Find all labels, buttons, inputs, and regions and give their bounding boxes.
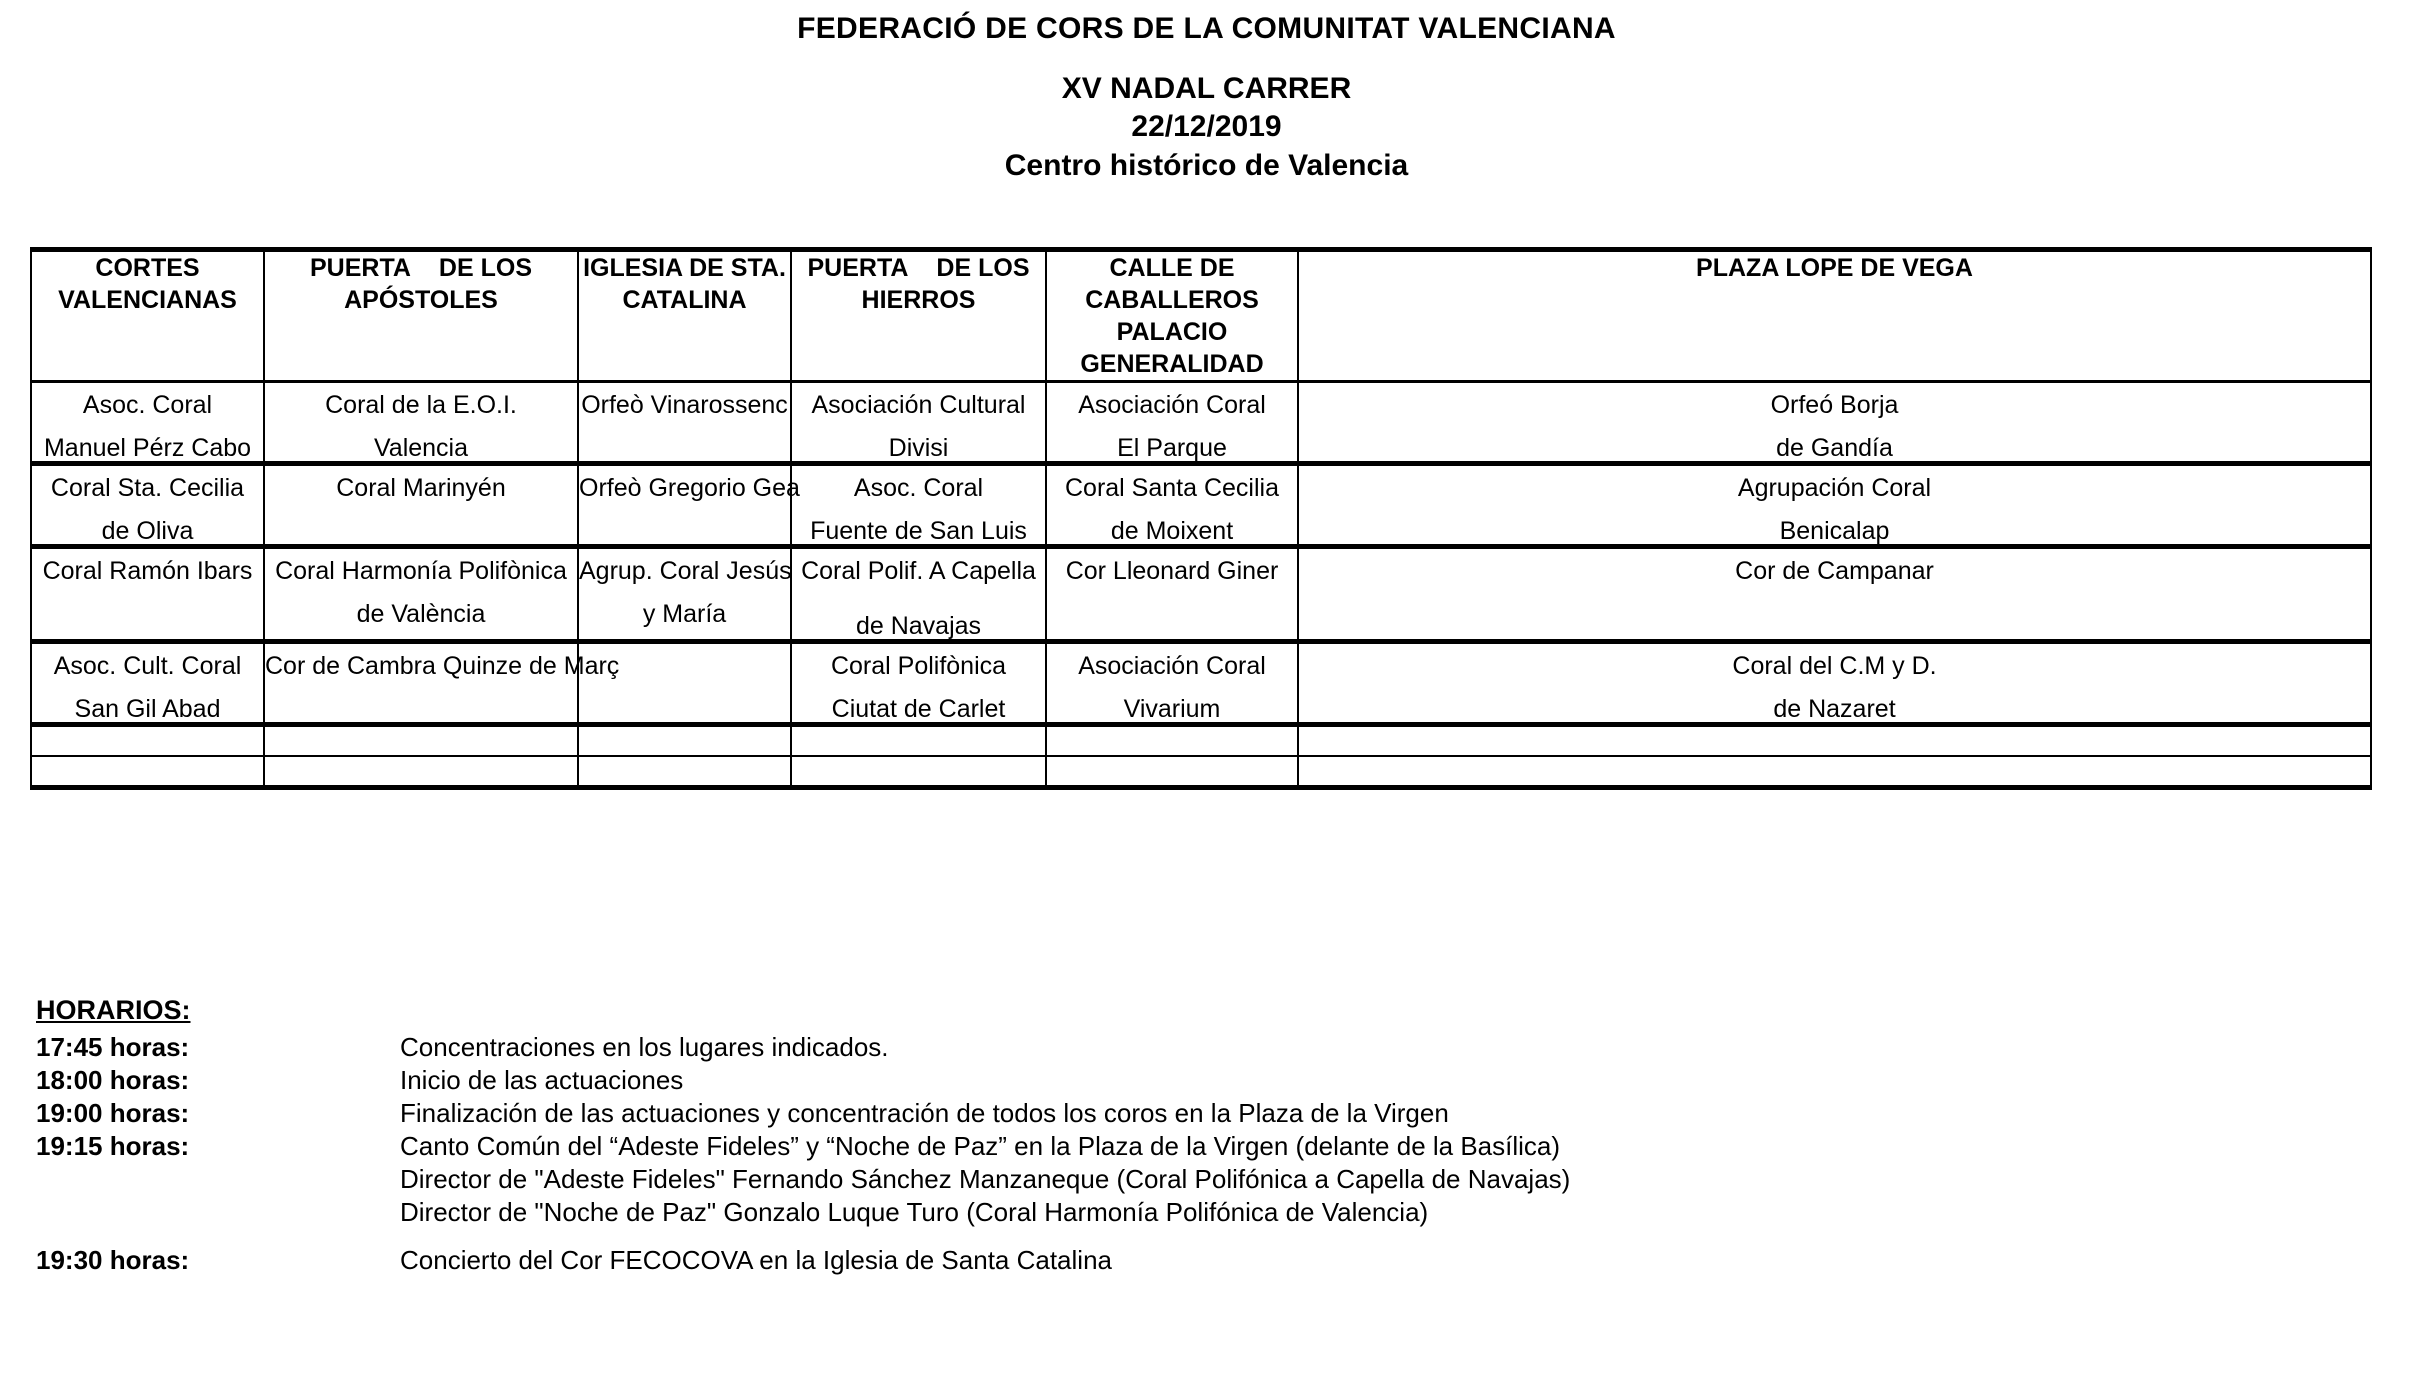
choir-cell <box>1298 642 2371 725</box>
table-row-empty <box>31 725 2371 757</box>
choir-name-line-2: de Gandía <box>1776 434 1893 462</box>
choir-cell <box>31 547 264 642</box>
column-header-puerta-de-los-hierros <box>791 250 1046 382</box>
choir-name-line-1: Coral Polif. A Capella <box>801 557 1036 585</box>
schedule-description: Finalización de las actuaciones y concentración de todos los coros en la Plaza de la Virgen <box>400 1098 1449 1128</box>
choir-cell <box>264 382 578 464</box>
schedule-section-title: HORARIOS: <box>36 995 191 1025</box>
schedule-time: 17:45 horas: <box>36 1032 190 1062</box>
choir-name-line-1: Coral Marinyén <box>336 474 506 502</box>
choir-cell <box>578 464 800 547</box>
schedule-description: Concentraciones en los lugares indicados. <box>400 1032 889 1062</box>
schedule-description: Concierto del Cor FECOCOVA en la Iglesia de Santa Catalina <box>400 1245 1112 1275</box>
choir-name-line-1: Asociación Coral <box>1078 391 1266 419</box>
choir-name-line-2: de València <box>356 600 486 628</box>
schedule-entry <box>36 1067 2376 1093</box>
table-row-empty <box>31 756 2371 788</box>
choir-cell <box>578 382 791 464</box>
choir-name-line-2: Valencia <box>373 434 469 462</box>
schedule-description: Director de "Noche de Paz" Gonzalo Luque Turo (Coral Harmonía Polifónica de Valencia) <box>400 1197 1429 1227</box>
choir-name-line-1: Coral Sta. Cecilia <box>50 474 245 502</box>
venues-table <box>30 247 2372 790</box>
choir-name-line-2: Benicalap <box>1779 517 1890 545</box>
choir-cell-empty <box>578 725 791 757</box>
schedule-entry <box>36 1034 2376 1060</box>
choir-cell <box>578 547 791 642</box>
schedule-time: 19:00 horas: <box>36 1098 190 1128</box>
choir-cell <box>791 642 1046 725</box>
header-line-2: CATALINA <box>622 286 747 314</box>
header-line-1: IGLESIA DE STA. <box>583 254 786 282</box>
column-header-plaza-lope-de-vega <box>1298 250 2371 382</box>
choir-cell <box>791 382 1046 464</box>
choir-name-line-2: Fuente de San Luis <box>810 517 1027 545</box>
header-line-2: CABALLEROS <box>1085 286 1259 314</box>
header-line-1: CORTES <box>95 254 200 282</box>
choir-cell <box>1046 464 1298 547</box>
schedule-description: Director de "Adeste Fideles" Fernando Sánchez Manzaneque (Coral Polifónica a Capella de Navajas) <box>400 1164 1571 1194</box>
choir-name-line-1: Orfeó Borja <box>1770 391 1899 419</box>
schedule-section <box>36 995 2376 1280</box>
choir-name-line-2: San Gil Abad <box>74 695 221 723</box>
choir-name-line-1: Coral Harmonía Polifònica <box>275 557 567 585</box>
column-header-iglesia-de-sta-catalina <box>578 250 791 382</box>
organization-title: FEDERACIÓ DE CORS DE LA COMUNITAT VALENCIANA <box>797 12 1616 45</box>
choir-name-line-1: Coral Ramón Ibars <box>42 557 253 585</box>
choir-cell-empty <box>1046 756 1298 788</box>
table-row <box>31 642 2371 725</box>
header-line-2: APÓSTOLES <box>344 286 498 314</box>
header-line-1 <box>792 252 1045 284</box>
event-title: XV NADAL CARRER <box>1061 71 1352 105</box>
header-line-2: HIERROS <box>861 286 976 314</box>
table-header-row <box>31 250 2371 382</box>
choir-cell-empty <box>1046 725 1298 757</box>
choir-name-line-1: Orfeò Gregorio Gea <box>579 474 800 502</box>
choir-cell <box>264 642 620 725</box>
table-row <box>31 382 2371 464</box>
header-line-3: PALACIO <box>1116 318 1228 346</box>
schedule-entry <box>36 1166 2376 1192</box>
choir-cell <box>1046 382 1298 464</box>
schedule-time: 19:15 horas: <box>36 1131 190 1161</box>
schedule-entry <box>36 1100 2376 1126</box>
schedule-description: Canto Común del “Adeste Fideles” y “Noche de Paz” en la Plaza de la Virgen (delante de la Basílica) <box>400 1131 1561 1161</box>
choir-name-line-1: Coral Polifònica <box>830 652 1007 680</box>
column-header-puerta-de-los-apostoles <box>264 250 578 382</box>
schedule-time: 18:00 horas: <box>36 1065 190 1095</box>
table-row <box>31 547 2371 642</box>
choir-name-line-2: de Moixent <box>1110 517 1234 545</box>
event-date: 22/12/2019 <box>1131 110 1282 143</box>
column-header-cortes-valencianas <box>31 250 264 382</box>
choir-name-line-1: Asoc. Coral <box>853 474 984 502</box>
choir-cell <box>791 547 1046 642</box>
header-word-2: DE LOS <box>936 254 1030 282</box>
schedule-time: 19:30 horas: <box>36 1245 190 1275</box>
header-word-2: DE LOS <box>438 254 532 282</box>
choir-name-line-2: Manuel Pérz Cabo <box>43 434 252 462</box>
choir-name-line-2: y María <box>642 600 727 628</box>
choir-cell-empty <box>1298 725 2371 757</box>
choir-cell-empty <box>31 725 264 757</box>
choir-cell-empty <box>791 756 1046 788</box>
header-word-1: PUERTA <box>309 254 411 282</box>
choir-name-line-1: Coral de la E.O.I. <box>325 391 517 419</box>
choir-name-line-1: Cor de Campanar <box>1735 557 1934 585</box>
choir-name-line-2: Ciutat de Carlet <box>831 695 1006 723</box>
choir-name-line-1: Asociación Coral <box>1078 652 1266 680</box>
header-line-1: CALLE DE <box>1109 254 1235 282</box>
choir-cell <box>31 382 264 464</box>
choir-name-line-1: Orfeò Vinarossenc <box>581 391 788 419</box>
choir-name-line-1: Asoc. Cult. Coral <box>53 652 242 680</box>
document-header <box>0 0 2413 185</box>
choir-cell-empty <box>264 725 578 757</box>
choir-cell <box>791 464 1046 547</box>
choir-name-line-1: Cor Lleonard Giner <box>1065 557 1279 585</box>
header-line-2: VALENCIANAS <box>58 286 237 314</box>
choir-cell <box>1298 547 2371 642</box>
choir-name-line-2: de Nazaret <box>1773 695 1896 723</box>
header-line-1 <box>265 252 577 284</box>
choir-cell-empty <box>1298 756 2371 788</box>
choir-name-line-2: El Parque <box>1117 434 1227 462</box>
choir-cell <box>31 642 264 725</box>
table-row <box>31 464 2371 547</box>
choir-name-line-1: Coral del C.M y D. <box>1732 652 1937 680</box>
choir-cell-empty <box>264 756 578 788</box>
choir-cell <box>1046 642 1298 725</box>
choir-name-line-2: de Navajas <box>855 612 982 640</box>
header-line-4: GENERALIDAD <box>1080 350 1264 378</box>
choir-cell <box>31 464 264 547</box>
choir-cell <box>264 464 578 547</box>
schedule-description: Inicio de las actuaciones <box>400 1065 684 1095</box>
choir-cell <box>1298 382 2371 464</box>
choir-cell <box>1298 464 2371 547</box>
choir-cell <box>264 547 578 642</box>
choir-cell <box>1046 547 1298 642</box>
choir-name-line-2: Divisi <box>888 434 949 462</box>
choir-name-line-1: Agrupación Coral <box>1737 474 1932 502</box>
choir-name-line-2: de Oliva <box>101 517 194 545</box>
event-location: Centro histórico de Valencia <box>1004 149 1409 182</box>
schedule-entry <box>36 1247 2376 1273</box>
header-word-1: PUERTA <box>807 254 909 282</box>
schedule-entry <box>36 1133 2376 1159</box>
choir-cell-empty <box>578 756 791 788</box>
choir-name-line-1: Asoc. Coral <box>82 391 213 419</box>
venues-table-container <box>30 247 2370 790</box>
header-line-1: PLAZA LOPE DE VEGA <box>1696 254 1973 282</box>
column-header-calle-de-caballeros-palacio-generalidad <box>1046 250 1298 382</box>
schedule-entry <box>36 1199 2376 1225</box>
choir-cell-empty <box>791 725 1046 757</box>
choir-name-line-1: Coral Santa Cecilia <box>1065 474 1279 502</box>
choir-cell-empty <box>31 756 264 788</box>
choir-name-line-2: Vivarium <box>1123 695 1221 723</box>
choir-name-line-1: Agrup. Coral Jesús <box>579 557 792 585</box>
choir-name-line-1: Asociación Cultural <box>811 391 1026 419</box>
choir-name-line-1: Cor de Cambra Quinze de Març <box>265 652 620 680</box>
